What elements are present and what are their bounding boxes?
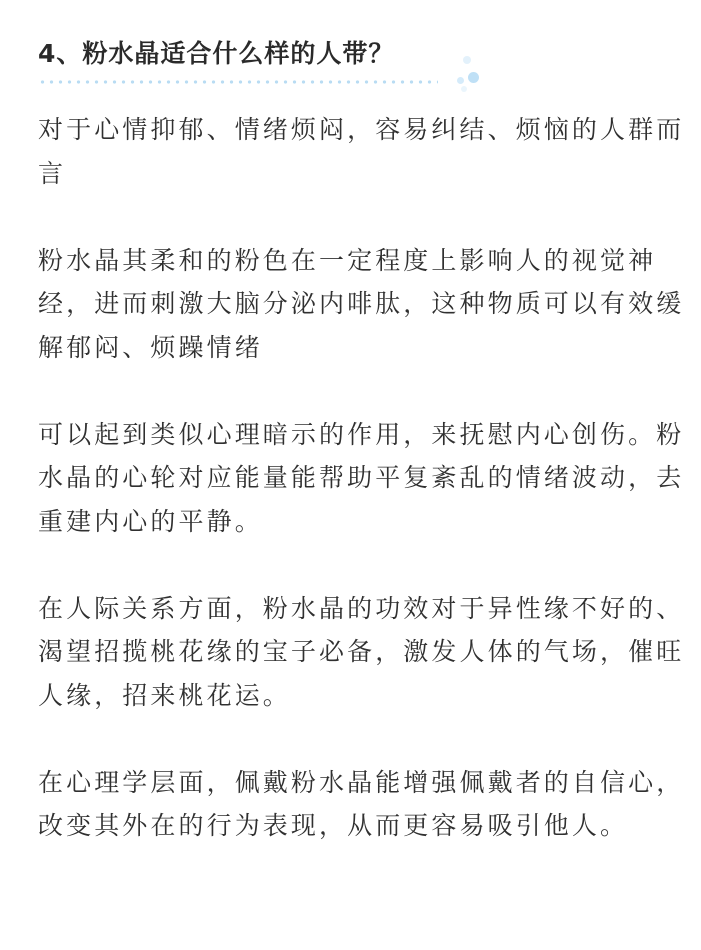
paragraph-target-audience: 对于心情抑郁、情绪烦闷，容易纠结、烦恼的人群而言 [38,115,685,188]
decorative-bubble [463,56,471,64]
paragraph-psychological-hint: 可以起到类似心理暗示的作用，来抚慰内心创伤。粉水晶的心轮对应能量能帮助平复紊乱的情绪波动，去重建内心的平静。 [38,419,685,536]
article-body [38,108,686,891]
dotted-underline [38,80,438,84]
section-heading-block [38,34,498,94]
section-heading: 4、粉水晶适合什么样的人带？ [38,39,395,68]
paragraph-color-effect: 粉水晶其柔和的粉色在一定程度上影响人的视觉神经，进而刺激大脑分泌内啡肽，这种物质可以有效缓解郁闷、烦躁情绪 [38,245,685,362]
paragraph-relationships: 在人际关系方面，粉水晶的功效对于异性缘不好的、渴望招揽桃花缘的宝子必备，激发人体的气场，催旺人缘，招来桃花运。 [38,593,685,710]
decorative-bubble [468,72,479,83]
decorative-bubble [461,86,467,92]
paragraph-confidence: 在心理学层面，佩戴粉水晶能增强佩戴者的自信心，改变其外在的行为表现，从而更容易吸引他人。 [38,767,685,840]
decorative-bubble [457,77,464,84]
